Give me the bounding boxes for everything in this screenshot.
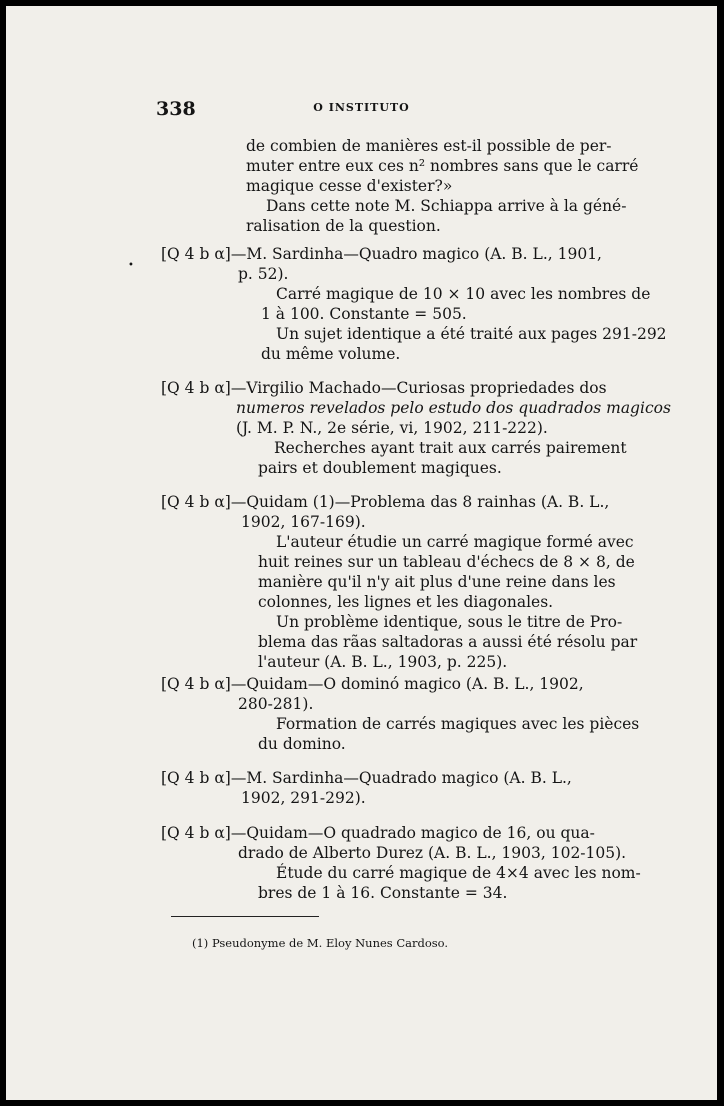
page-number: 338: [156, 98, 196, 120]
text-line: l'auteur (A. B. L., 1903, p. 225).: [258, 653, 508, 671]
text-line: p. 52).: [238, 265, 289, 283]
running-title: O INSTITUTO: [313, 101, 410, 114]
text-line: Dans cette note M. Schiappa arrive à la géné-: [266, 197, 627, 215]
entry-machado-curiosas: [161, 378, 671, 478]
text-line: L'auteur étudie un carré magique formé avec: [276, 533, 634, 551]
entry-sardinha-quadro: [161, 244, 667, 364]
text-line: Formation de carrés magiques avec les pièces: [276, 715, 640, 733]
text-line: du domino.: [258, 735, 346, 753]
text-line: Un problème identique, sous le titre de Pro-: [276, 613, 623, 631]
text-line: manière qu'il n'y ait plus d'une reine dans les: [258, 573, 616, 591]
text-line: 1902, 291-292).: [241, 789, 366, 807]
text-line: bres de 1 à 16. Constante = 34.: [258, 884, 508, 902]
text-line: de combien de manières est-il possible de per-: [246, 137, 612, 155]
text-line: huit reines sur un tableau d'échecs de 8 × 8, de: [258, 553, 635, 571]
text-line: magique cesse d'exister?»: [246, 177, 453, 195]
text-line: Carré magique de 10 × 10 avec les nombres de: [276, 285, 651, 303]
text-line: Étude du carré magique de 4×4 avec les nom-: [276, 864, 641, 882]
margin-bullet: •: [128, 260, 134, 271]
entry-sardinha-quadrado: [161, 768, 572, 808]
text-line: colonnes, les lignes et les diagonales.: [258, 593, 554, 611]
text-line: 1 à 100. Constante = 505.: [261, 305, 467, 323]
entry-schiappa-continuation: [246, 136, 638, 236]
book-page: [6, 6, 717, 1100]
entry-quidam-rainhas: [161, 492, 637, 672]
footnote: (1) Pseudonyme de M. Eloy Nunes Cardoso.: [192, 936, 449, 950]
text-line: Un sujet identique a été traité aux pages 291-292: [276, 325, 667, 343]
text-line: numeros revelados pelo estudo dos quadrados magicos: [236, 399, 671, 417]
text-line: blema das rãas saltadoras a aussi été résolu par: [258, 633, 638, 651]
entry-heading: [Q 4 b α]—M. Sardinha—Quadro magico (A. B. L., 1901,: [161, 245, 602, 263]
entry-quidam-domino: [161, 674, 639, 754]
text-line: 280-281).: [238, 695, 314, 713]
entry-heading: [Q 4 b α]—Virgilio Machado—Curiosas propriedades dos: [161, 379, 607, 397]
text-line: 1902, 167-169).: [241, 513, 366, 531]
text-line: pairs et doublement magiques.: [258, 459, 502, 477]
entry-heading: [Q 4 b α]—Quidam (1)—Problema das 8 rainhas (A. B. L.,: [161, 493, 610, 511]
text-line: (J. M. P. N., 2e série, vi, 1902, 211-222).: [236, 419, 548, 437]
footnote-rule: [171, 916, 319, 917]
text-line: Recherches ayant trait aux carrés pairement: [274, 439, 627, 457]
entry-heading: [Q 4 b α]—Quidam—O quadrado magico de 16, ou qua-: [161, 824, 595, 842]
text-line: muter entre eux ces n² nombres sans que le carré: [246, 157, 639, 175]
entry-quidam-durez: [161, 823, 641, 903]
entry-heading: [Q 4 b α]—Quidam—O dominó magico (A. B. L., 1902,: [161, 675, 584, 693]
text-line: drado de Alberto Durez (A. B. L., 1903, 102-105).: [238, 844, 627, 862]
text-line: ralisation de la question.: [246, 217, 441, 235]
entry-heading: [Q 4 b α]—M. Sardinha—Quadrado magico (A. B. L.,: [161, 769, 572, 787]
text-line: du même volume.: [261, 345, 401, 363]
